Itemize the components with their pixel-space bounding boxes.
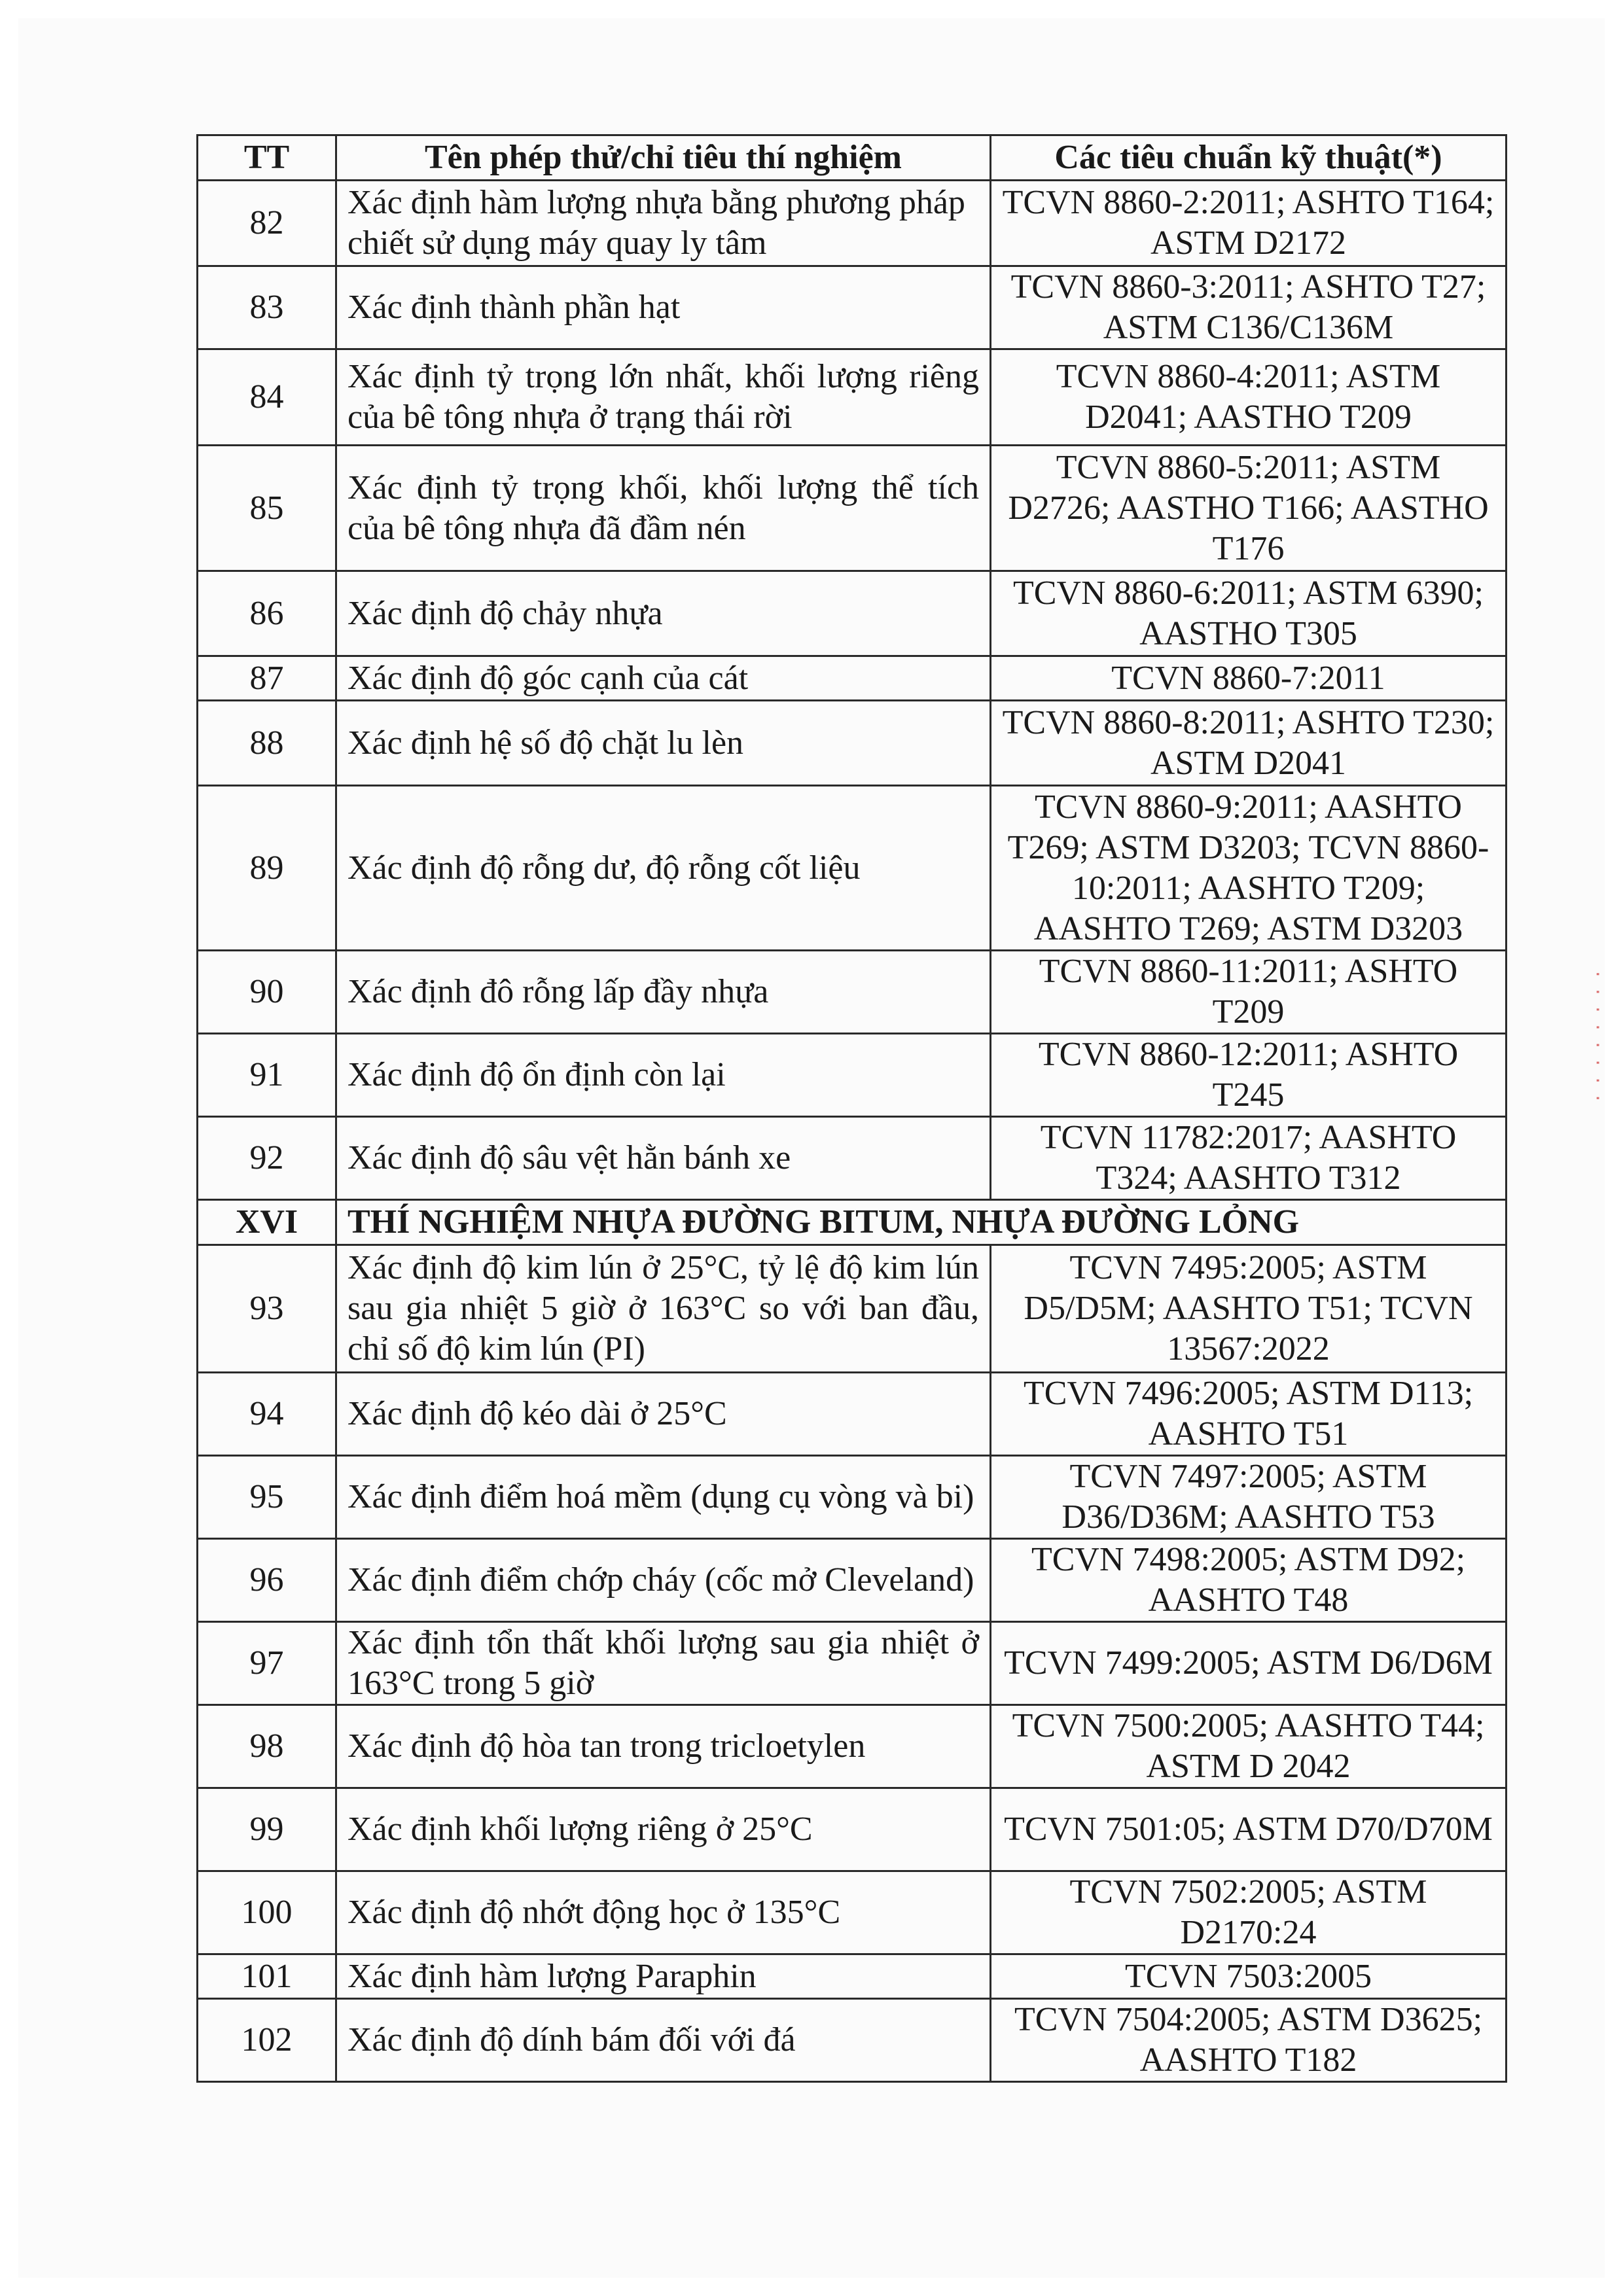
standards: TCVN 8860-8:2011; ASHTO T230; ASTM D2041 [991, 701, 1507, 786]
table-row [198, 1954, 1507, 1999]
row-number: 93 [198, 1245, 336, 1373]
row-number: 87 [198, 656, 336, 701]
row-number: 96 [198, 1539, 336, 1622]
table-row [198, 571, 1507, 656]
test-name: Xác định đô rỗng lấp đầy nhựa [336, 951, 991, 1034]
standards: TCVN 8860-5:2011; ASTM D2726; AASTHO T166; AASTHO T176 [991, 446, 1507, 571]
test-name: Xác định điểm chớp cháy (cốc mở Cleveland) [336, 1539, 991, 1622]
standards: TCVN 8860-2:2011; ASHTO T164; ASTM D2172 [991, 181, 1507, 266]
standards: TCVN 7504:2005; ASTM D3625; AASHTO T182 [991, 1999, 1507, 2082]
row-number: 88 [198, 701, 336, 786]
table-row [198, 1034, 1507, 1117]
section-number: XVI [198, 1200, 336, 1245]
test-name: Xác định tổn thất khối lượng sau gia nhiệt ở 163°C trong 5 giờ [336, 1622, 991, 1705]
test-name: Xác định độ góc cạnh của cát [336, 656, 991, 701]
header-standards: Các tiêu chuẩn kỹ thuật(*) [991, 135, 1507, 181]
test-name: Xác định độ rỗng dư, độ rỗng cốt liệu [336, 786, 991, 951]
standards: TCVN 8860-9:2011; AASHTO T269; ASTM D3203; TCVN 8860-10:2011; AASHTO T209; AASHTO T269; ASTM D3203 [991, 786, 1507, 951]
table-row [198, 1705, 1507, 1788]
test-name: Xác định độ ổn định còn lại [336, 1034, 991, 1117]
row-number: 82 [198, 181, 336, 266]
row-number: 83 [198, 266, 336, 349]
test-name: Xác định độ nhớt động học ở 135°C [336, 1871, 991, 1954]
row-number: 92 [198, 1117, 336, 1200]
standards: TCVN 7498:2005; ASTM D92; AASHTO T48 [991, 1539, 1507, 1622]
table-row [198, 701, 1507, 786]
table-row [198, 1456, 1507, 1539]
standards: TCVN 8860-4:2011; ASTM D2041; AASTHO T209 [991, 349, 1507, 446]
table-row [198, 1373, 1507, 1456]
row-number: 90 [198, 951, 336, 1034]
table-row [198, 181, 1507, 266]
test-name: Xác định độ chảy nhựa [336, 571, 991, 656]
header-tt: TT [198, 135, 336, 181]
standards: TCVN 11782:2017; AASHTO T324; AASHTO T312 [991, 1117, 1507, 1200]
standards: TCVN 7503:2005 [991, 1954, 1507, 1999]
test-name: Xác định độ kéo dài ở 25°C [336, 1373, 991, 1456]
table-row [198, 1539, 1507, 1622]
standards: TCVN 7496:2005; ASTM D113; AASHTO T51 [991, 1373, 1507, 1456]
table-row [198, 951, 1507, 1034]
test-name: Xác định điểm hoá mềm (dụng cụ vòng và bi) [336, 1456, 991, 1539]
standards: TCVN 7502:2005; ASTM D2170:24 [991, 1871, 1507, 1954]
row-number: 99 [198, 1788, 336, 1871]
header-test-name: Tên phép thử/chỉ tiêu thí nghiệm [336, 135, 991, 181]
header-row [198, 135, 1507, 181]
table-row [198, 786, 1507, 951]
table-row [198, 1622, 1507, 1705]
tests-table [196, 134, 1507, 2083]
test-name: Xác định tỷ trọng khối, khối lượng thể tích của bê tông nhựa đã đầm nén [336, 446, 991, 571]
test-name: Xác định độ sâu vệt hằn bánh xe [336, 1117, 991, 1200]
row-number: 86 [198, 571, 336, 656]
standards: TCVN 7500:2005; AASHTO T44; ASTM D 2042 [991, 1705, 1507, 1788]
row-number: 101 [198, 1954, 336, 1999]
standards: TCVN 7499:2005; ASTM D6/D6M [991, 1622, 1507, 1705]
table-row [198, 656, 1507, 701]
row-number: 94 [198, 1373, 336, 1456]
table-row [198, 349, 1507, 446]
table-row [198, 266, 1507, 349]
row-number: 84 [198, 349, 336, 446]
test-name: Xác định độ dính bám đối với đá [336, 1999, 991, 2082]
table-row [198, 1117, 1507, 1200]
standards: TCVN 8860-11:2011; ASHTO T209 [991, 951, 1507, 1034]
test-name: Xác định hàm lượng nhựa bằng phương pháp chiết sử dụng máy quay ly tâm [336, 181, 991, 266]
table-row [198, 1788, 1507, 1871]
standards: TCVN 7501:05; ASTM D70/D70M [991, 1788, 1507, 1871]
row-number: 95 [198, 1456, 336, 1539]
margin-stamp-mark: · · · · · · · · [1587, 968, 1610, 1102]
table-row [198, 1245, 1507, 1373]
row-number: 100 [198, 1871, 336, 1954]
row-number: 102 [198, 1999, 336, 2082]
row-number: 98 [198, 1705, 336, 1788]
test-name: Xác định độ hòa tan trong tricloetylen [336, 1705, 991, 1788]
standards: TCVN 8860-12:2011; ASHTO T245 [991, 1034, 1507, 1117]
standards: TCVN 7495:2005; ASTM D5/D5M; AASHTO T51; TCVN 13567:2022 [991, 1245, 1507, 1373]
standards: TCVN 8860-6:2011; ASTM 6390; AASTHO T305 [991, 571, 1507, 656]
test-name: Xác định thành phần hạt [336, 266, 991, 349]
standards: TCVN 7497:2005; ASTM D36/D36M; AASHTO T53 [991, 1456, 1507, 1539]
test-name: Xác định tỷ trọng lớn nhất, khối lượng riêng của bê tông nhựa ở trạng thái rời [336, 349, 991, 446]
row-number: 89 [198, 786, 336, 951]
test-name: Xác định hệ số độ chặt lu lèn [336, 701, 991, 786]
row-number: 91 [198, 1034, 336, 1117]
test-name: Xác định khối lượng riêng ở 25°C [336, 1788, 991, 1871]
table-row [198, 1871, 1507, 1954]
row-number: 85 [198, 446, 336, 571]
test-name: Xác định hàm lượng Paraphin [336, 1954, 991, 1999]
test-name: Xác định độ kim lún ở 25°C, tỷ lệ độ kim lún sau gia nhiệt 5 giờ ở 163°C so với ban đầu, chỉ số độ kim lún (PI) [336, 1245, 991, 1373]
row-number: 97 [198, 1622, 336, 1705]
section-row [198, 1200, 1507, 1245]
section-title: THÍ NGHIỆM NHỰA ĐƯỜNG BITUM, NHỰA ĐƯỜNG LỎNG [336, 1200, 1507, 1245]
standards: TCVN 8860-7:2011 [991, 656, 1507, 701]
standards: TCVN 8860-3:2011; ASHTO T27; ASTM C136/C136M [991, 266, 1507, 349]
table-row [198, 1999, 1507, 2082]
table-row [198, 446, 1507, 571]
